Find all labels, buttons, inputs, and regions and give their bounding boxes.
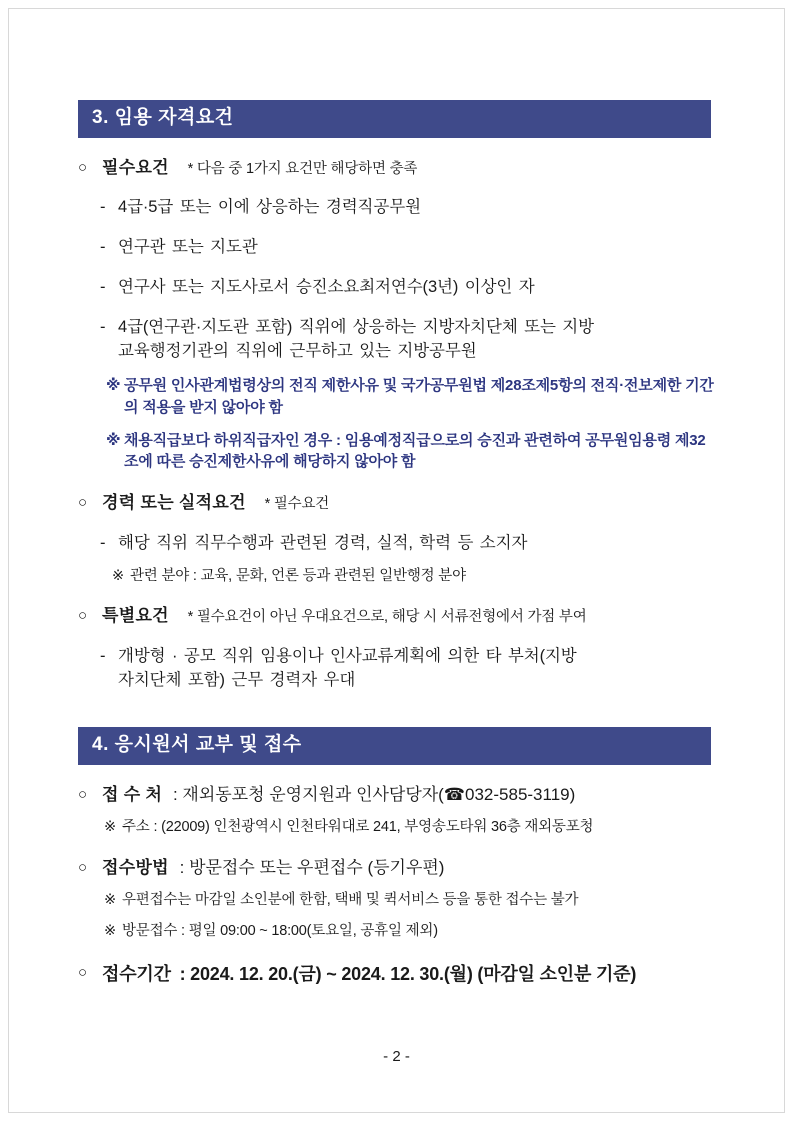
reception-method-label: 접수방법 xyxy=(102,857,169,877)
sub-note xyxy=(104,817,714,837)
reference-marker-icon: ※ xyxy=(104,892,117,909)
dash-marker-icon: - xyxy=(100,533,106,552)
sub-note-text: 우편접수는 마감일 소인분에 한함, 택배 및 퀵서비스 등을 통한 접수는 불가 xyxy=(122,892,579,909)
reception-period-value: : 2024. 12. 20.(금) ~ 2024. 12. 30.(월) (마감일 소인분 기준) xyxy=(179,963,637,984)
dash-marker-icon: - xyxy=(100,317,106,336)
career-qualifications-note: * 필수요건 xyxy=(264,496,330,513)
list-item-career-qualifications xyxy=(78,491,714,516)
section-heading-application: 4. 응시원서 교부 및 접수 xyxy=(78,727,711,765)
list-item-reception-method xyxy=(78,856,714,881)
dash-marker-icon: - xyxy=(100,198,106,217)
sub-note xyxy=(112,566,714,586)
list-item-text-line2: 교육행정기관의 직위에 근무하고 있는 지방공무원 xyxy=(118,342,477,361)
list-item-text: 4급·5급 또는 이에 상응하는 경력직공무원 xyxy=(118,198,421,217)
career-qualifications-label: 경력 또는 실적요건 xyxy=(102,493,246,513)
reception-office-label: 접 수 처 xyxy=(102,784,163,804)
list-item xyxy=(100,531,714,556)
emphasis-note xyxy=(106,375,714,419)
reference-marker-icon: ※ xyxy=(112,567,125,584)
dash-marker-icon: - xyxy=(100,238,106,257)
document-content xyxy=(78,100,714,987)
list-item-text: 해당 직위 직무수행과 관련된 경력, 실적, 학력 등 소지자 xyxy=(118,533,528,552)
reference-marker-icon: ※ xyxy=(104,819,117,836)
sub-note-text: 방문접수 : 평일 09:00 ~ 18:00(토요일, 공휴일 제외) xyxy=(122,922,438,939)
reference-marker-icon: ※ xyxy=(106,431,121,449)
list-item-text: 4급(연구관·지도관 포함) 직위에 상응하는 지방자치단체 또는 지방 xyxy=(118,317,594,336)
circle-marker-icon: ○ xyxy=(78,494,88,512)
dash-marker-icon: - xyxy=(100,646,106,665)
special-qualifications-note: * 필수요건이 아닌 우대요건으로, 해당 시 서류전형에서 가점 부여 xyxy=(187,608,587,625)
emphasis-note-text: 채용직급보다 하위직급자인 경우 : 임용예정직급으로의 승진과 관련하여 공무원임용령 제32조에 따른 승진제한사유에 해당하지 않아야 함 xyxy=(124,431,706,471)
circle-marker-icon: ○ xyxy=(78,858,88,876)
sub-note-text: 주소 : (22009) 인천광역시 인천타워대로 241, 부영송도타워 36층 재외동포청 xyxy=(122,819,594,836)
circle-marker-icon: ○ xyxy=(78,785,88,803)
reception-office-value: : 재외동포청 운영지원과 인사담당자(☎032-585-3119) xyxy=(172,784,576,804)
list-item-required-qualifications xyxy=(78,156,714,181)
list-item-text: 연구관 또는 지도관 xyxy=(118,238,258,257)
dash-marker-icon: - xyxy=(100,277,106,296)
list-item-text: 연구사 또는 지도사로서 승진소요최저연수(3년) 이상인 자 xyxy=(118,277,535,296)
list-item xyxy=(100,315,714,365)
reference-marker-icon: ※ xyxy=(104,922,117,939)
required-qualifications-label: 필수요건 xyxy=(102,157,169,177)
circle-marker-icon: ○ xyxy=(78,158,88,176)
circle-marker-icon: ○ xyxy=(78,963,88,981)
reception-method-value: : 방문접수 또는 우편접수 (등기우편) xyxy=(179,857,445,877)
sub-note xyxy=(104,921,714,941)
list-item-reception-period xyxy=(78,961,714,987)
page-number: - 2 - xyxy=(383,1048,410,1065)
emphasis-note xyxy=(106,430,714,474)
emphasis-note-text: 공무원 인사관계법령상의 전직 제한사유 및 국가공무원법 제28조제5항의 전직·전보제한 기간의 적용을 받지 않아야 함 xyxy=(124,377,714,416)
list-item-text: 개방형 · 공모 직위 임용이나 인사교류계획에 의한 타 부처(지방 xyxy=(118,646,577,665)
list-item-special-qualifications xyxy=(78,604,714,629)
special-qualifications-label: 특별요건 xyxy=(102,605,169,625)
required-qualifications-note: * 다음 중 1가지 요건만 해당하면 충족 xyxy=(187,160,418,177)
list-item xyxy=(100,235,714,260)
list-item xyxy=(100,195,714,220)
sub-note-text: 관련 분야 : 교육, 문화, 언론 등과 관련된 일반행정 분야 xyxy=(130,567,466,584)
reference-marker-icon: ※ xyxy=(106,377,121,395)
reception-period-label: 접수기간 xyxy=(102,963,171,984)
list-item xyxy=(100,275,714,300)
sub-note xyxy=(104,890,714,910)
list-item-text-line2: 자치단체 포함) 근무 경력자 우대 xyxy=(118,671,356,690)
list-item-reception-office xyxy=(78,783,714,808)
circle-marker-icon: ○ xyxy=(78,606,88,624)
section-heading-qualifications: 3. 임용 자격요건 xyxy=(78,100,711,138)
list-item xyxy=(100,644,714,694)
